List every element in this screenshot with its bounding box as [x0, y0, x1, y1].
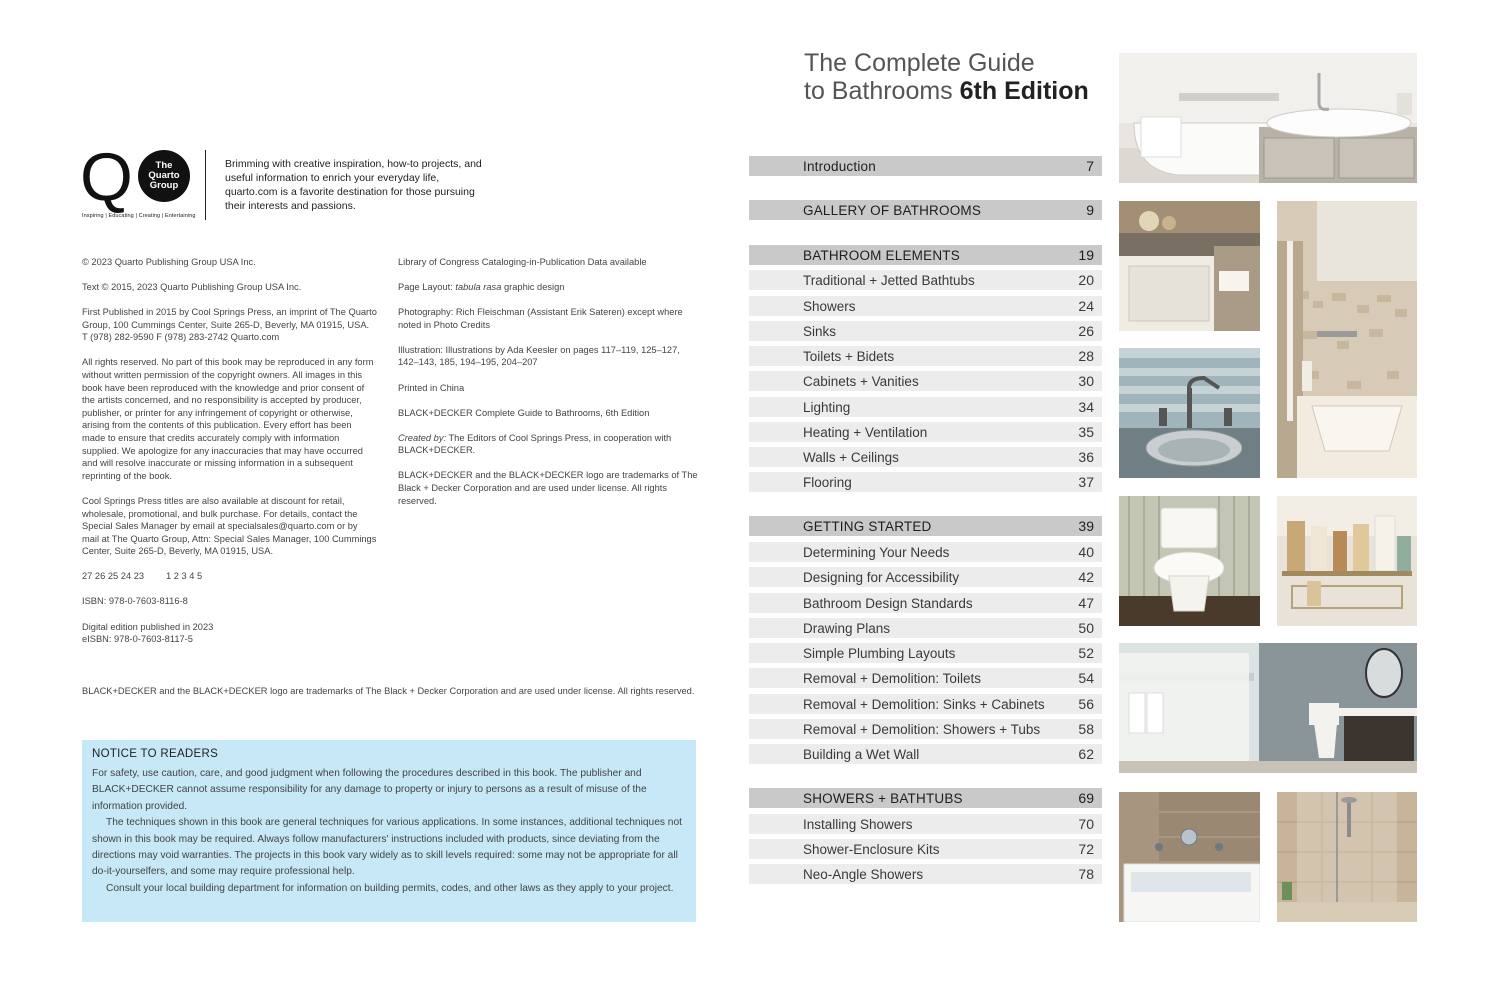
notice-paragraph-3: Consult your local building department for information on building permits, codes, and other laws as they apply to your project.	[106, 882, 674, 894]
toc-item[interactable]	[749, 694, 1102, 714]
toc-page: 70	[1078, 816, 1094, 832]
toc-page: 37	[1078, 474, 1094, 490]
toc-page: 30	[1078, 373, 1094, 389]
quarto-blurb: Brimming with creative inspiration, how-to projects, and useful information to enrich your everyday life, quarto.com is a favorite destination for those pursuing their interests and passions.	[225, 158, 482, 212]
toc-label: Removal + Demolition: Showers + Tubs	[803, 721, 1041, 737]
book-title-line: BLACK+DECKER Complete Guide to Bathrooms, 6th Edition	[398, 407, 650, 418]
toc-page: 69	[1078, 790, 1094, 806]
notice-title: NOTICE TO READERS	[92, 748, 219, 760]
toc-label: Cabinets + Vanities	[803, 373, 919, 389]
photography-credit: Photography: Rich Fleischman (Assistant Erik Sateren) except where noted in Photo Credits	[398, 307, 683, 330]
text-copyright: Text © 2015, 2023 Quarto Publishing Group USA Inc.	[82, 282, 302, 293]
toc-page: 50	[1078, 620, 1094, 636]
toc-item[interactable]	[749, 668, 1102, 688]
toc-page: 62	[1078, 746, 1094, 762]
quarto-logo-circle	[138, 150, 190, 202]
photo-toiletries-shelf	[1277, 496, 1417, 626]
toc-item[interactable]	[749, 422, 1102, 442]
toc-page: 42	[1078, 569, 1094, 585]
photo-freestanding-tub	[1119, 53, 1417, 183]
toc-page: 19	[1078, 247, 1094, 263]
toc-gallery[interactable]	[749, 200, 1102, 220]
toc-item[interactable]	[749, 719, 1102, 739]
trademark-line: BLACK+DECKER and the BLACK+DECKER logo are trademarks of The Black + Decker Corporation and are used under license. All rights reserved.	[82, 686, 695, 696]
toc-item[interactable]	[749, 346, 1102, 366]
layout-prefix: Page Layout:	[398, 282, 456, 293]
toc-label: Shower-Enclosure Kits	[803, 841, 940, 857]
toc-item[interactable]	[749, 593, 1102, 613]
print-line	[82, 570, 377, 583]
toc-item[interactable]	[749, 744, 1102, 764]
toc-label: Showers	[803, 298, 856, 314]
toc-item[interactable]	[749, 643, 1102, 663]
toc-label: Removal + Demolition: Toilets	[803, 670, 981, 686]
layout-suffix: graphic design	[501, 282, 565, 293]
isbn: ISBN: 978-0-7603-8116-8	[82, 596, 188, 607]
notice-paragraph-2: The techniques shown in this book are general techniques for various applications. In some instances, additional techniques not shown in this book may be required. Always follow manufacturers' instructions included with products, since deviating from the directions may void warranties. The projects in this book vary widely as to skill levels required: some may not be appropriate for all do-it-yourselfers, and some may require professional help.	[92, 817, 682, 878]
photo-granite-tub	[1119, 201, 1260, 331]
toc-item[interactable]	[749, 814, 1102, 834]
first-published: First Published in 2015 by Cool Springs Press, an imprint of The Quarto Group, 100 Cummings Center, Suite 265-D, Beverly, MA 01915, USA. T (978) 282-9590 F (978) 283-2742 Quarto.com	[82, 307, 377, 343]
notice-paragraph-1: For safety, use caution, care, and good judgment when following the procedures described in this book. The publisher and BLACK+DECKER cannot assume responsibility for any damage to property or injury to persons as a result of misuse of the information provided.	[92, 768, 647, 812]
toc-label: Introduction	[803, 158, 876, 174]
toc-page: 39	[1078, 518, 1094, 534]
photo-glass-shower	[1277, 792, 1417, 922]
toc-label: SHOWERS + BATHTUBS	[803, 790, 963, 806]
toc-page: 35	[1078, 424, 1094, 440]
photo-toilet	[1119, 496, 1260, 626]
print-years: 27 26 25 24 23	[82, 571, 145, 582]
toc-label: Building a Wet Wall	[803, 746, 920, 762]
toc-label: Sinks	[803, 323, 837, 339]
toc-item[interactable]	[749, 296, 1102, 316]
toc-item[interactable]	[749, 447, 1102, 467]
toc-label: GALLERY OF BATHROOMS	[803, 202, 982, 218]
toc-page: 56	[1078, 696, 1094, 712]
toc-item[interactable]	[749, 321, 1102, 341]
toc-label: Designing for Accessibility	[803, 569, 960, 585]
quarto-tagline: Inspiring | Educating | Creating | Entertaining	[82, 213, 196, 219]
toc-label: Drawing Plans	[803, 620, 891, 636]
created-by	[398, 432, 698, 457]
copyright: © 2023 Quarto Publishing Group USA Inc.	[82, 257, 256, 267]
sales-statement: Cool Springs Press titles are also available at discount for retail, wholesale, promotional, and bulk purchase. For details, contact the Special Sales Manager by email at specialsales@quarto.com or by mail at The Quarto Group, Attn: Special Sales Manager, 100 Cummings Center, Suite 265-D, Beverly, MA 01915, USA.	[82, 495, 377, 557]
title-line-2	[804, 77, 1089, 105]
toc-page: 54	[1078, 670, 1094, 686]
photo-mosaic-vessel-sink	[1277, 201, 1417, 478]
toc-page: 7	[1086, 158, 1094, 174]
toc-label: GETTING STARTED	[803, 518, 932, 534]
toc-page: 52	[1078, 645, 1094, 661]
toc-label: Neo-Angle Showers	[803, 866, 924, 882]
toc-label: BATHROOM ELEMENTS	[803, 247, 960, 263]
toc-label: Simple Plumbing Layouts	[803, 645, 956, 661]
toc-label: Installing Showers	[803, 816, 913, 832]
loc-data: Library of Congress Cataloging-in-Publication Data available	[398, 257, 647, 267]
created-by-value: The Editors of Cool Springs Press, in cooperation with BLACK+DECKER.	[398, 432, 672, 456]
title-line-1: The Complete Guide	[804, 49, 1035, 77]
toc-item[interactable]	[749, 542, 1102, 562]
notice-to-readers-box	[82, 740, 696, 922]
toc-page: 28	[1078, 348, 1094, 364]
toc-getting-started[interactable]	[749, 516, 1102, 536]
toc-page: 58	[1078, 721, 1094, 737]
page-layout-credit	[398, 281, 698, 294]
toc-item[interactable]	[749, 270, 1102, 290]
digital-edition: Digital edition published in 2023	[82, 621, 214, 632]
toc-page: 72	[1078, 841, 1094, 857]
title-edition: 6th Edition	[959, 77, 1089, 105]
toc-page: 9	[1086, 202, 1094, 218]
copyright-column-left	[82, 256, 377, 658]
toc-introduction[interactable]	[749, 156, 1102, 176]
toc-bathroom-elements[interactable]	[749, 245, 1102, 265]
photo-bathroom-shower-curtain	[1119, 643, 1417, 773]
rights-statement: All rights reserved. No part of this book may be reproduced in any form without written permission of the copyright owners. All images in this book have been reproduced with the knowledge and prior consent of the artists concerned, and no responsibility is accepted by producer, publisher, or printer for any infringement of copyright or otherwise, arising from the contents of this publication. Every effort has been made to ensure that credits accurately comply with information supplied. We apologize for any inaccuracies that may have occurred and will resolve inaccurate or missing information in a subsequent reprinting of the book.	[82, 357, 374, 481]
toc-page: 40	[1078, 544, 1094, 560]
toc-item[interactable]	[749, 472, 1102, 492]
toc-item[interactable]	[749, 567, 1102, 587]
toc-page: 26	[1078, 323, 1094, 339]
toc-label: Removal + Demolition: Sinks + Cabinets	[803, 696, 1045, 712]
book-title	[804, 49, 1089, 105]
illustration-credit: Illustration: Illustrations by Ada Keesler on pages 117–119, 125–127, 142–143, 185, 194–195, 204–207	[398, 344, 680, 368]
printed-in: Printed in China	[398, 382, 465, 393]
quarto-logo-q: Q	[80, 139, 133, 215]
toc-page: 20	[1078, 272, 1094, 288]
toc-label: Flooring	[803, 474, 852, 490]
toc-label: Walls + Ceilings	[803, 449, 899, 465]
toc-item[interactable]	[749, 371, 1102, 391]
toc-label: Determining Your Needs	[803, 544, 950, 560]
toc-item[interactable]	[749, 864, 1102, 884]
toc-label: Traditional + Jetted Bathtubs	[803, 272, 975, 288]
logo-divider	[205, 150, 206, 220]
toc-item[interactable]	[749, 618, 1102, 638]
photo-steel-sink	[1119, 348, 1260, 478]
toc-label: Toilets + Bidets	[803, 348, 895, 364]
toc-page: 78	[1078, 866, 1094, 882]
quarto-logo-text: The Quarto Group	[148, 160, 180, 191]
created-by-label: Created by:	[398, 432, 447, 443]
toc-page: 34	[1078, 399, 1094, 415]
toc-page: 47	[1078, 595, 1094, 611]
toc-item[interactable]	[749, 839, 1102, 859]
toc-label: Lighting	[803, 399, 851, 415]
trademark-statement: BLACK+DECKER and the BLACK+DECKER logo are trademarks of The Black + Decker Corporation and are used under license. All rights reserved.	[398, 470, 698, 506]
toc-page: 36	[1078, 449, 1094, 465]
toc-label: Heating + Ventilation	[803, 424, 928, 440]
toc-page: 24	[1078, 298, 1094, 314]
photo-jetted-tub	[1119, 792, 1260, 922]
layout-designer: tabula rasa	[455, 282, 502, 293]
title-line-2-text: to Bathrooms	[804, 77, 960, 105]
eisbn: eISBN: 978-0-7603-8117-5	[82, 634, 193, 645]
print-runs: 1 2 3 4 5	[166, 571, 203, 582]
toc-showers-bathtubs[interactable]	[749, 788, 1102, 808]
toc-item[interactable]	[749, 397, 1102, 417]
toc-label: Bathroom Design Standards	[803, 595, 973, 611]
copyright-column-right	[398, 256, 698, 520]
